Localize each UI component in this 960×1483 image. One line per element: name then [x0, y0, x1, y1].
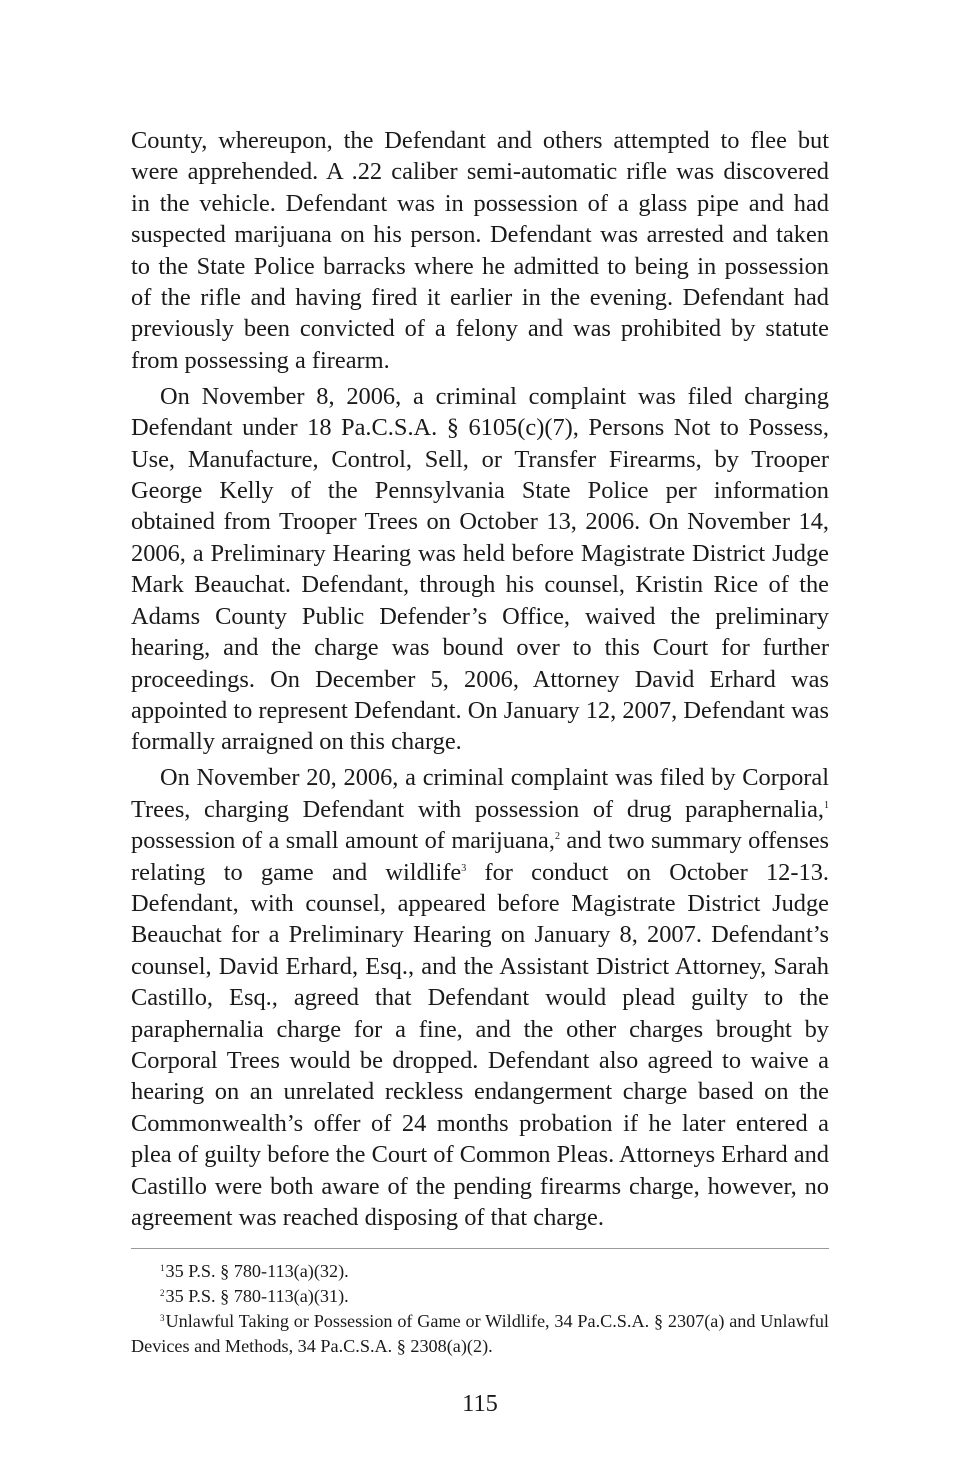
footnote-text: Unlawful Taking or Possession of Game or Wildlife, 34 Pa.C.S.A. § 2307(a) and Unlawful Devices and Methods, 34 Pa.C.S.A. § 2308(a)(2). — [131, 1311, 829, 1356]
footnote-number: 1 — [160, 1263, 165, 1273]
page-number: 115 — [462, 1390, 498, 1417]
body-text — [131, 125, 829, 1238]
footnote-3 — [131, 1309, 829, 1359]
footnote-number: 3 — [160, 1313, 165, 1323]
footnote-1 — [131, 1259, 829, 1284]
paragraph-complaint-paraphernalia — [131, 762, 829, 1233]
footnote-ref-3: 3 — [461, 862, 467, 874]
paragraph-complaint-firearms: On November 8, 2006, a criminal complaint was filed charging Defendant under 18 Pa.C.S.A. § 6105(c)(7), Persons Not to Possess, Use, Manufacture, Control, Sell, or Transfer Firearms, by Trooper George Kelly of the Pennsylvania State Police per information obtained from Trooper Trees on October 13, 2006. On November 14, 2006, a Preliminary Hearing was held before Magistrate District Judge Mark Beauchat. Defendant, through his counsel, Kristin Rice of the Adams County Public Defender’s Office, waived the preliminary hearing, and the charge was bound over to this Court for further proceedings. On December 5, 2006, Attorney David Erhard was appointed to represent Defendant. On January 12, 2007, Defendant was formally arraigned on this charge. — [131, 382, 829, 756]
footnote-divider — [131, 1248, 829, 1249]
footnote-number: 2 — [160, 1288, 165, 1298]
paragraph-text: On November 20, 2006, a criminal complaint was filed by Corporal Trees, charging Defendant with possession of drug paraphernalia, — [131, 764, 829, 823]
paragraph-continued: County, whereupon, the Defendant and others attempted to flee but were apprehended. A .22 caliber semi-automatic rifle was discovered in the vehicle. Defendant was in possession of a glass pipe and had suspected marijuana on his person. Defendant was arrested and taken to the State Police barracks where he admitted to being in possession of the rifle and having fired it earlier in the evening. Defendant had previously been convicted of a felony and was prohibited by statute from possessing a firearm. — [131, 127, 829, 374]
paragraph-text: and two summary offenses relating to game and wildlife — [131, 827, 830, 886]
footnote-text: 35 P.S. § 780-113(a)(32). — [165, 1261, 349, 1281]
footnote-2 — [131, 1284, 829, 1309]
footnote-ref-2: 2 — [554, 831, 560, 843]
paragraph-text: for conduct on October 12-13. Defendant, with counsel, appeared before Magistrate District Judge Beauchat for a Preliminary Hearing on January 8, 2007. Defendant’s counsel, David Erhard, Esq., and the Assistant District Attorney, Sarah Castillo, Esq., agreed that Defendant would plead guilty to the paraphernalia charge for a fine, and the other charges brought by Corporal Trees would be dropped. Defendant also agreed to waive a hearing on an unrelated reckless endangerment charge based on the Commonwealth’s offer of 24 months probation if he later entered a plea of guilty before the Court of Common Pleas. Attorneys Erhard and Castillo were both aware of the pending firearms charge, however, no agreement was reached disposing of that charge. — [131, 858, 829, 1231]
footnotes — [131, 1259, 829, 1359]
footnote-text: 35 P.S. § 780-113(a)(31). — [165, 1286, 349, 1306]
paragraph-text: possession of a small amount of marijuana, — [131, 827, 555, 855]
footnote-ref-1: 1 — [824, 799, 829, 811]
